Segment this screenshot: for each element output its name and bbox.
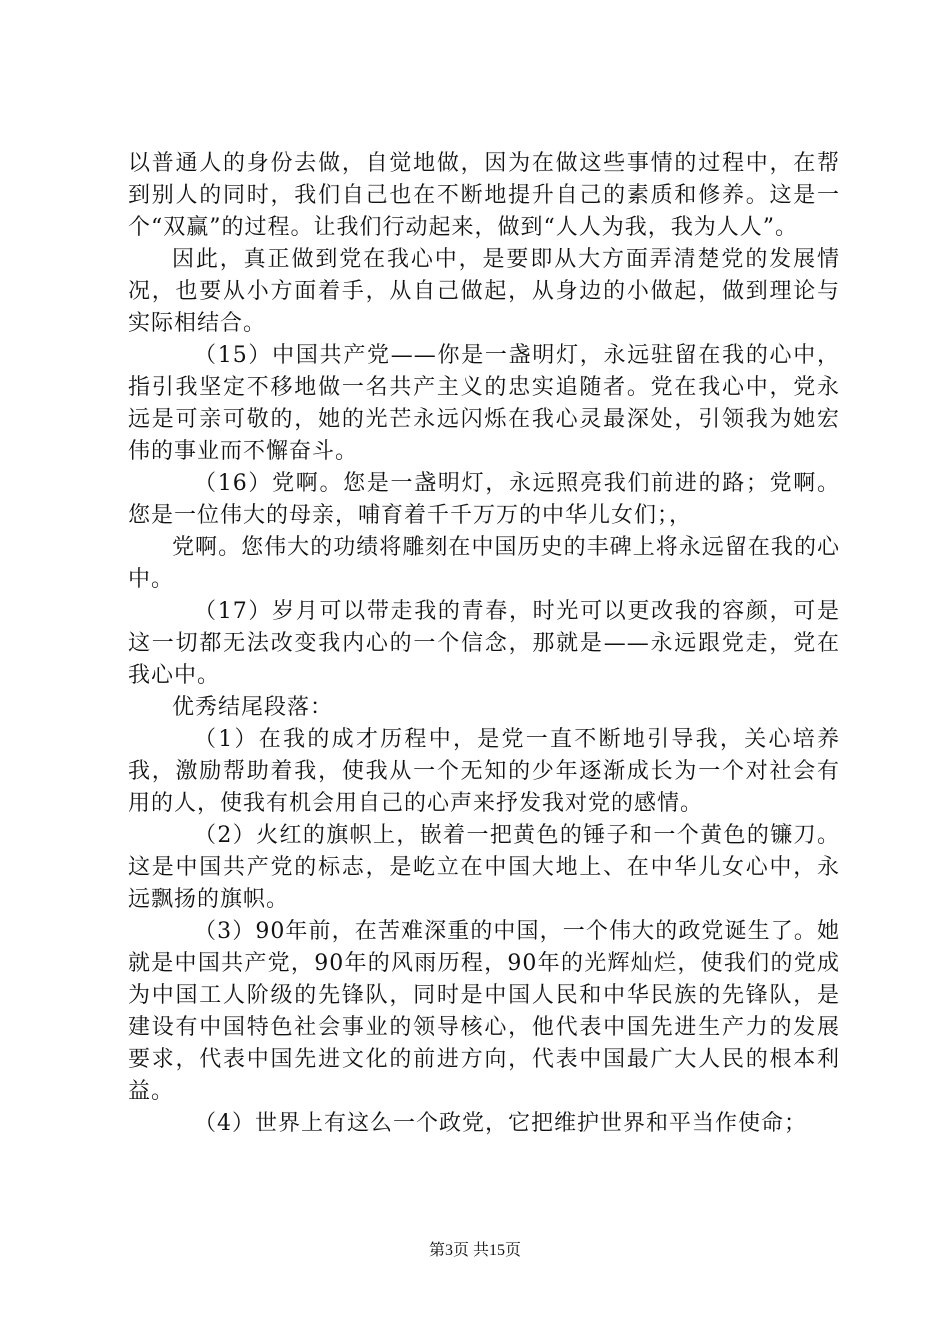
page-footer: 第3页 共15页 bbox=[428, 1242, 521, 1259]
paragraph-item-17: （17）岁月可以带走我的青春，时光可以更改我的容颜，可是这一切都无法改变我内心的一个信念，那就是——永远跟党走，党在我心中。 bbox=[128, 599, 840, 688]
paragraph-item-1: （1）在我的成才历程中，是党一直不断地引导我，关心培养我，激励帮助着我，使我从一个无知的少年逐渐成长为一个对社会有用的人，使我有机会用自己的心声来抒发我对党的感情。 bbox=[128, 727, 840, 816]
paragraph-item-3: （3）90年前，在苦难深重的中国，一个伟大的政党诞生了。她就是中国共产党，90年的风雨历程，90年的光辉灿烂，使我们的党成为中国工人阶级的先锋队，同时是中国人民和中华民族的先锋队，是建设有中国特色社会事业的领导核心，他代表中国先进生产力的发展要求，代表中国先进文化的前进方向，代表中国最广大人民的根本利益。 bbox=[128, 919, 840, 1104]
paragraph-item-15: （15）中国共产党——你是一盏明灯，永远驻留在我的心中，指引我坚定不移地做一名共产主义的忠实追随者。党在我心中，党永远是可亲可敬的，她的光芒永远闪烁在我心灵最深处，引领我为她宏伟的事业而不懈奋斗。 bbox=[128, 343, 840, 464]
document-body bbox=[128, 148, 840, 1140]
paragraph-item-2: （2）火红的旗帜上，嵌着一把黄色的锤子和一个黄色的镰刀。这是中国共产党的标志，是屹立在中国大地上、在中华儿女心中，永远飘扬的旗帜。 bbox=[128, 823, 840, 912]
paragraph: 党啊。您伟大的功绩将雕刻在中国历史的丰碑上将永远留在我的心中。 bbox=[128, 535, 840, 592]
section-heading: 优秀结尾段落： bbox=[172, 695, 334, 720]
paragraph-continuation: 以普通人的身份去做，自觉地做，因为在做这些事情的过程中，在帮到别人的同时，我们自己也在不断地提升自己的素质和修养。这是一个“双赢”的过程。让我们行动起来，做到“人人为我，我为人人”。 bbox=[128, 151, 840, 240]
paragraph: 因此，真正做到党在我心中，是要即从大方面弄清楚党的发展情况，也要从小方面着手，从自己做起，从身边的小做起，做到理论与实际相结合。 bbox=[128, 247, 840, 336]
paragraph-item-16: （16）党啊。您是一盏明灯，永远照亮我们前进的路；党啊。您是一位伟大的母亲，哺育着千千万万的中华儿女们；， bbox=[128, 471, 840, 528]
paragraph-item-4: （4）世界上有这么一个政党，它把维护世界和平当作使命； bbox=[194, 1111, 807, 1136]
